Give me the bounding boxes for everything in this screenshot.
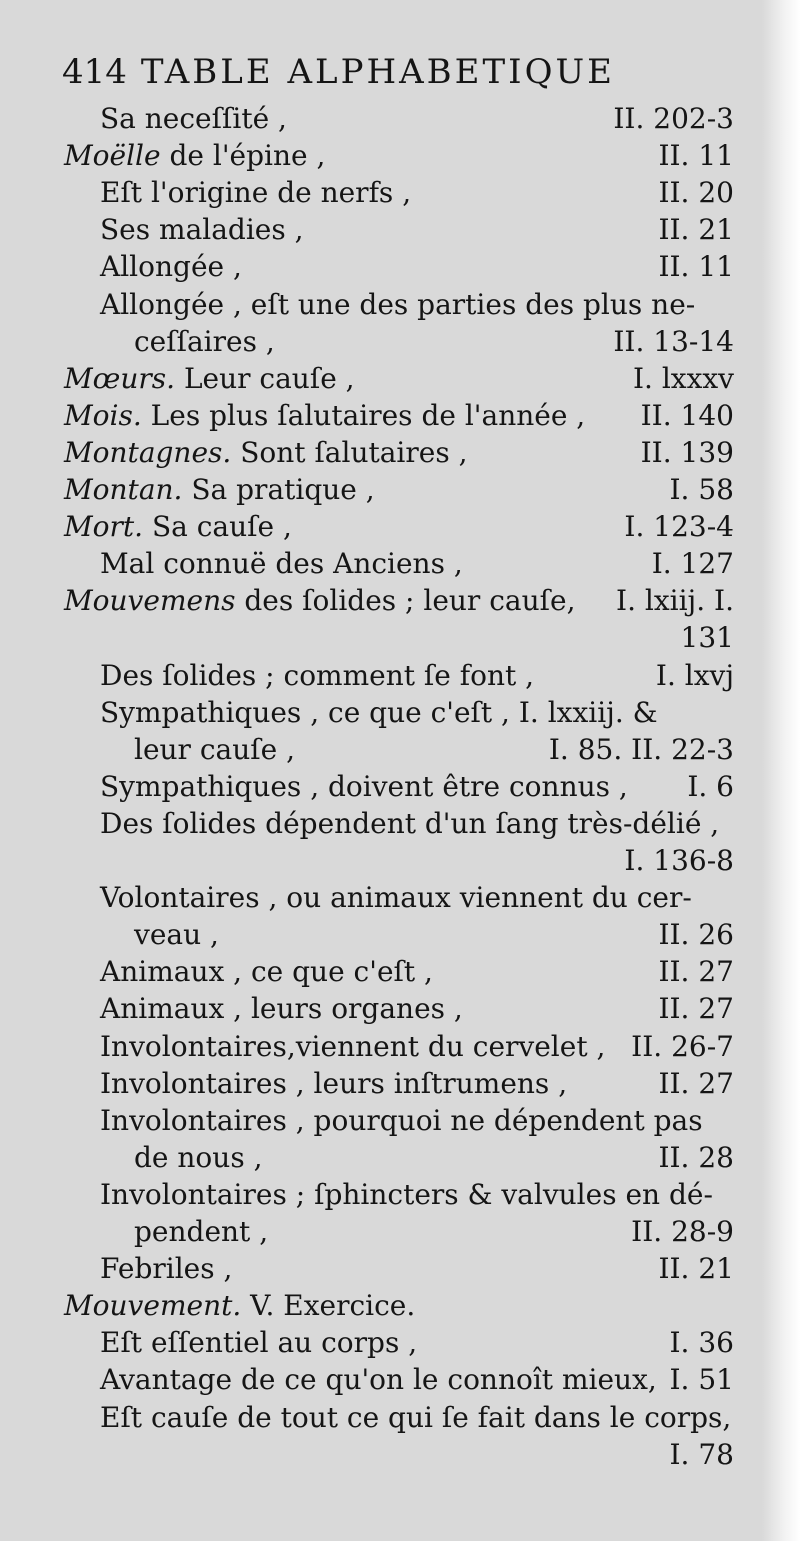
entry-reference: II. 140 <box>640 398 734 432</box>
entry-reference: II. 139 <box>640 435 734 469</box>
entry-reference: II. 27 <box>658 955 734 989</box>
index-line <box>0 1065 760 1103</box>
index-line <box>0 286 760 324</box>
index-line <box>0 211 760 249</box>
index-line <box>0 434 760 472</box>
entry-body: Sympathiques , ce que c'eſt , I. lxxiij. & <box>100 695 658 729</box>
entry-body: Allongée , <box>100 250 242 284</box>
entry-reference: II. 11 <box>658 139 734 173</box>
entry-body: de nous , <box>134 1140 263 1174</box>
index-line <box>0 1436 760 1474</box>
entry-reference: II. 27 <box>658 992 734 1026</box>
index-line <box>0 879 760 917</box>
index-line <box>0 582 760 620</box>
entry-reference: I. 85. II. 22-3 <box>548 732 734 766</box>
index-line <box>0 768 760 806</box>
entry-reference: I. lxxxv <box>632 361 734 395</box>
entry-reference: I. 127 <box>651 547 734 581</box>
entry-body: des ſolides ; leur cauſe, <box>235 584 576 618</box>
entry-reference: I. 123-4 <box>624 510 734 544</box>
entry-reference: I. 51 <box>669 1363 734 1397</box>
index-line <box>0 100 760 138</box>
entry-text <box>134 1213 268 1251</box>
index-line <box>0 731 760 769</box>
entry-text <box>100 1361 657 1399</box>
entry-body: Sa pratique , <box>182 473 375 506</box>
entry-keyword: Moëlle <box>64 139 161 173</box>
entry-keyword: Mort. <box>64 510 144 544</box>
entry-reference: II. 20 <box>658 176 734 210</box>
entry-body: Sympathiques , doivent être connus , <box>100 769 628 803</box>
index-line <box>0 137 760 175</box>
entry-text <box>100 1102 703 1140</box>
entry-text <box>134 323 275 361</box>
index-line <box>0 1250 760 1288</box>
entry-reference: I. 58 <box>669 473 734 506</box>
entry-text <box>64 508 292 546</box>
entry-body: Animaux , ce que c'eſt , <box>100 955 433 989</box>
index-line <box>0 990 760 1028</box>
index-line <box>0 953 760 991</box>
entry-body: Eſt l'origine de nerfs , <box>100 176 412 210</box>
entry-reference: I. 36 <box>669 1326 734 1360</box>
entry-body: Involontaires ; ſphincters & valvules en dé- <box>100 1177 713 1211</box>
index-line <box>0 1361 760 1399</box>
index-line <box>0 1399 760 1437</box>
entry-reference: 131 <box>680 621 734 655</box>
entry-keyword: Mouvement. <box>64 1289 242 1323</box>
entry-text <box>100 953 433 991</box>
entry-body: Avantage de ce qu'on le connoît mieux, <box>100 1363 657 1397</box>
entry-body: Mal connuë des Anciens , <box>100 547 463 581</box>
entry-reference: I. 6 <box>687 769 734 803</box>
entry-text <box>64 471 375 509</box>
entry-text <box>64 1287 415 1325</box>
entry-reference: II. 28 <box>658 1140 734 1174</box>
entry-body: V. Exercice. <box>241 1289 416 1323</box>
entry-text <box>100 694 658 732</box>
index-line <box>0 916 760 954</box>
entry-text <box>64 582 575 620</box>
entry-text <box>100 1028 605 1066</box>
entry-text <box>100 879 692 917</box>
entry-body: Des ſolides dépendent d'un ſang très-délié , <box>100 806 720 840</box>
entry-reference: I. lxiij. I. <box>616 584 734 618</box>
entry-text <box>134 731 295 769</box>
entry-text <box>100 1065 567 1103</box>
index-line <box>0 1102 760 1140</box>
entry-text <box>100 805 719 843</box>
index-line <box>0 397 760 435</box>
index-line <box>0 619 760 657</box>
entry-text <box>100 1176 713 1214</box>
entry-body: Volontaires , ou animaux viennent du cer- <box>100 881 692 915</box>
page-header <box>62 52 615 92</box>
entry-body: Leur cauſe , <box>175 361 355 395</box>
index-line <box>0 1139 760 1177</box>
entry-text <box>134 1139 263 1177</box>
entry-body: leur cauſe , <box>134 732 295 766</box>
entry-body: ceſſaires , <box>134 324 275 358</box>
entry-text <box>100 248 242 286</box>
entry-body: Involontaires , leurs inſtrumens , <box>100 1066 568 1100</box>
entry-text <box>100 545 463 583</box>
index-line <box>0 805 760 843</box>
entry-text <box>100 100 287 138</box>
entry-reference: II. 202-3 <box>613 102 734 135</box>
entry-body: de l'épine , <box>160 139 326 173</box>
entry-reference: II. 26 <box>658 918 734 952</box>
entry-reference: I. lxvj <box>655 658 734 692</box>
entry-text <box>100 1250 232 1288</box>
entry-body: Sa neceſſité , <box>100 102 287 135</box>
entry-text <box>100 211 304 249</box>
index-line <box>0 842 760 880</box>
index-line <box>0 471 760 509</box>
entry-text <box>100 657 534 695</box>
page-title: TABLE ALPHABETIQUE <box>140 52 615 92</box>
index-line <box>0 545 760 583</box>
entry-text <box>64 137 325 175</box>
entry-text <box>100 174 411 212</box>
entry-reference: I. 136-8 <box>624 844 734 877</box>
entry-reference: I. 78 <box>669 1437 734 1471</box>
entry-text <box>100 286 695 324</box>
entry-keyword: Mœurs. <box>64 361 176 395</box>
index-line <box>0 174 760 212</box>
entry-body: pendent , <box>134 1215 269 1248</box>
entry-reference: II. 21 <box>658 1252 734 1286</box>
entry-text <box>100 990 463 1028</box>
entry-body: Eſt cauſe de tout ce qui ſe fait dans le corps, <box>100 1400 732 1434</box>
entry-body: Les plus ſalutaires de l'année , <box>141 398 586 432</box>
entry-body: Involontaires,viennent du cervelet , <box>100 1029 606 1063</box>
entry-keyword: Montan. <box>64 473 183 506</box>
index-line <box>0 1287 760 1325</box>
entry-body: Sa cauſe , <box>143 510 292 544</box>
entry-body: Des ſolides ; comment ſe font , <box>100 658 535 692</box>
entry-text <box>100 768 628 806</box>
entry-text <box>64 397 585 435</box>
entry-reference: II. 26-7 <box>631 1029 734 1063</box>
entry-reference: II. 13-14 <box>613 324 734 358</box>
entry-body: Ses maladies , <box>100 213 304 247</box>
entry-keyword: Montagnes. <box>64 435 232 469</box>
index-line <box>0 694 760 732</box>
page-number: 414 <box>62 52 127 92</box>
entry-reference: II. 28-9 <box>631 1215 734 1248</box>
entry-reference: II. 21 <box>658 213 734 247</box>
entry-text <box>100 1399 731 1437</box>
entry-body: veau , <box>134 918 219 952</box>
entry-reference: II. 27 <box>658 1066 734 1100</box>
entry-keyword: Mois. <box>64 398 142 432</box>
entry-text <box>100 1324 417 1362</box>
index-line <box>0 1324 760 1362</box>
entry-body: Animaux , leurs organes , <box>100 992 463 1026</box>
index-line <box>0 1028 760 1066</box>
entry-body: Sont ſalutaires , <box>231 435 468 469</box>
index-line <box>0 508 760 546</box>
entry-text <box>64 360 355 398</box>
index-line <box>0 657 760 695</box>
entry-text <box>64 434 468 472</box>
index-line <box>0 248 760 286</box>
entry-body: Allongée , eſt une des parties des plus ne- <box>100 287 696 321</box>
index-line <box>0 1176 760 1214</box>
entry-body: Involontaires , pourquoi ne dépendent pas <box>100 1103 703 1137</box>
index-line <box>0 323 760 361</box>
entry-body: Febriles , <box>100 1252 233 1286</box>
entry-text <box>134 916 219 954</box>
entry-keyword: Mouvemens <box>64 584 236 618</box>
index-line <box>0 360 760 398</box>
entry-reference: II. 11 <box>658 250 734 284</box>
index-line <box>0 1213 760 1251</box>
entry-body: Eſt eſſentiel au corps , <box>100 1326 418 1360</box>
